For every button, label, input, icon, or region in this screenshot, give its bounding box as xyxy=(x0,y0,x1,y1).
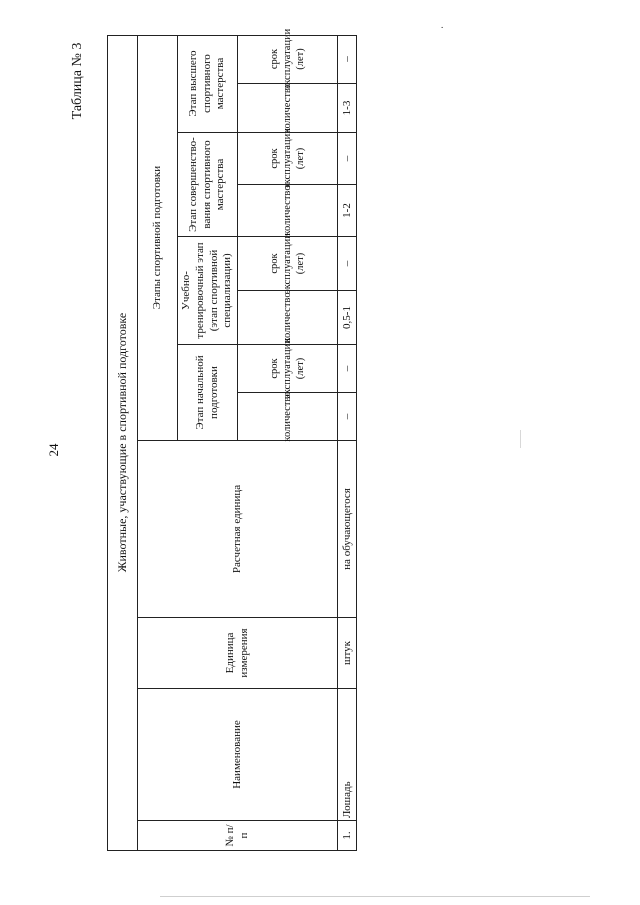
header-calc-unit: Расчетная единица xyxy=(137,441,337,618)
row-value: 0,5-1 xyxy=(337,291,357,345)
header-number: № п/п xyxy=(137,821,337,851)
stage-qty-header: количество xyxy=(237,291,337,345)
stage-term-header: срок эксплуатации (лет) xyxy=(237,133,337,185)
stage-qty-header: количество xyxy=(237,84,337,133)
row-value: 1-2 xyxy=(337,185,357,237)
row-value: – xyxy=(337,133,357,185)
table-caption: Животные, участвующие в спортивной подготовке xyxy=(107,35,137,851)
row-name: Лошадь xyxy=(337,689,357,821)
page-number: 24 xyxy=(46,443,61,457)
stage-qty-header: количество xyxy=(237,393,337,441)
scan-artifact-line xyxy=(160,896,590,897)
row-value: – xyxy=(337,237,357,291)
stage-title: Учебно-тренировочный этап (этап спортивной специализации) xyxy=(177,237,237,345)
row-value: – xyxy=(337,345,357,393)
scan-mark: . xyxy=(441,20,444,30)
row-unit: штук xyxy=(337,618,357,689)
sports-animals-table xyxy=(107,28,357,851)
table-title: Таблица № 3 xyxy=(70,42,85,120)
row-number: 1. xyxy=(337,821,357,851)
rotated-table-container xyxy=(107,28,357,851)
row-value: 1-3 xyxy=(337,84,357,133)
row-calc-unit: на обучающегося xyxy=(337,441,357,618)
stage-title: Этап высшего спортивного мастерства xyxy=(177,35,237,133)
stage-term-header: срок эксплуатации (лет) xyxy=(237,237,337,291)
header-unit: Единица измерения xyxy=(137,618,337,689)
stage-term-header: срок эксплуатации (лет) xyxy=(237,35,337,84)
scan-artifact-line xyxy=(520,430,521,448)
header-stages-title: Этапы спортивной подготовки xyxy=(137,35,177,441)
stage-qty-header: количество xyxy=(237,185,337,237)
stage-title: Этап совершенство-вания спортивного мастерства xyxy=(177,133,237,237)
row-value: – xyxy=(337,35,357,84)
stage-term-header: срок эксплуатации (лет) xyxy=(237,345,337,393)
stage-title: Этап начальной подготовки xyxy=(177,345,237,441)
row-value: – xyxy=(337,393,357,441)
header-name: Наименование xyxy=(137,689,337,821)
